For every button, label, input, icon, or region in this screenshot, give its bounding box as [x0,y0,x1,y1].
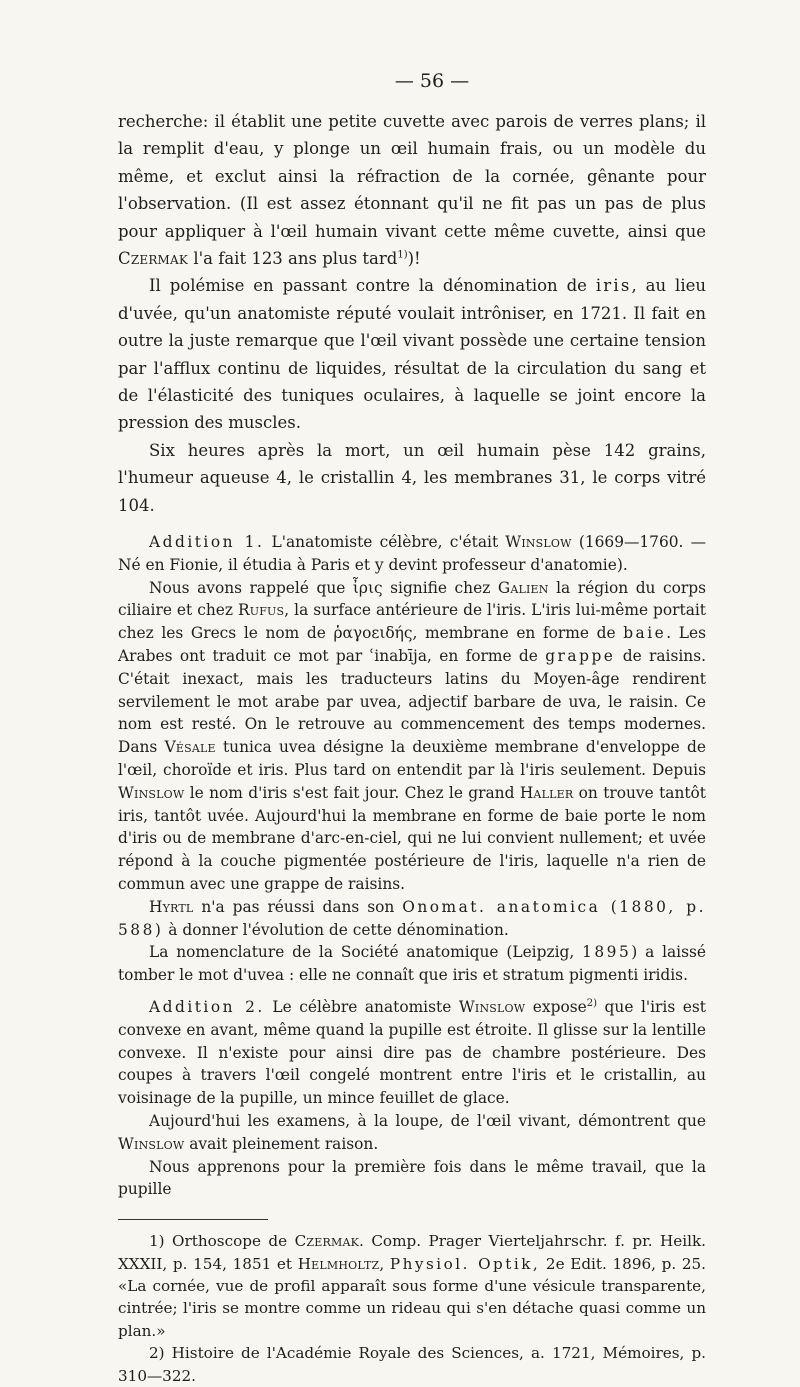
addition-2-heading-paragraph [118,996,706,1110]
page-number: — 56 — [394,70,470,92]
text-run: Le célèbre anatomiste [264,998,459,1017]
name-winslow: Winslow [118,1134,185,1153]
term-grappe: grappe [545,647,616,666]
addition-2-label: Addition 2. [149,998,265,1017]
text-run: , [379,1254,390,1273]
year-1895: 1895 [582,943,632,962]
text-run: avait pleinement raison. [184,1134,379,1153]
addition-1-nomenclature-paragraph [118,941,706,987]
addition-1-heading-paragraph [118,531,706,577]
text-run: la région du corps ciliaire et chez [118,578,706,620]
text-run: le nom d'iris s'est fait jour. Chez le grand [184,783,520,802]
text-run: que l'iris est convexe en avant, même quand la pupille est étroite. Il glisse sur la lentille convexe. Il n'existe pour ainsi dire pas de chambre postérieure. Des coupes à travers l'œil congelé montrent entre l'iris et le cristallin, au voisinage de la pupille, un mince feuillet de glace. [118,998,706,1108]
text-run: tunica uvea désigne la deuxième membrane d'enveloppe de l'œil, choroïde et iris. Plus tard on entendit par là l'iris seulement. Depuis [118,738,706,780]
name-winslow: Winslow [458,998,526,1017]
text-run: (1669—1760. — Né en Fionie, il étudia à Paris et y devint professeur d'anatomie). [118,533,706,574]
name-haller: Haller [519,783,574,802]
paragraph-iris [118,272,706,436]
name-czermak: Czermak [118,249,189,269]
addition-1-hyrtl-paragraph [118,896,706,942]
text-run: à donner l'évolution de cette dénomination. [163,920,509,939]
name-vesale: Vésale [164,738,216,757]
text-run: L'anatomiste célèbre, c'était [264,533,506,552]
name-galien: Galien [497,578,549,597]
main-text [118,108,706,519]
footnote-ref-1: 1) [397,249,408,261]
text-run: Nous avons rappelé que ἶρις signifie chez [149,578,498,597]
footnotes [118,1230,706,1387]
name-czermak: Czermak [294,1232,360,1251]
term-iris: iris [595,276,632,296]
text-run: expose [525,998,587,1017]
text-run: , la surface antérieure de l'iris. L'iris lui-même portait chez les Grecs le nom de ῥαγοειδής, membrane en forme de [118,601,706,643]
addition-2-today-paragraph [118,1110,706,1156]
name-winslow: Winslow [118,783,185,802]
name-winslow: Winslow [505,533,572,552]
name-hyrtl: Hyrtl [149,897,194,916]
citation-onomat: Onomat. anatomica (1880, p. 588) [118,897,706,939]
footnote-ref-2: 2) [586,997,597,1009]
text-run: , au lieu d'uvée, qu'un anatomiste réputé voulait intrôniser, en 1721. Il fait en outre la juste remarque que l'œil vivant possède une certaine tension par l'afflux continu de liquides, résultat de la circulation du sang et de l'élasticité des tuniques oculaires, à laquelle se joint encore la pression des muscles. [118,276,706,433]
paragraph-cuvette [118,108,706,272]
addition-1-label: Addition 1. [149,533,265,552]
term-baie: baie [623,624,667,643]
text-run: 2e Edit. 1896, p. 25. «La cornée, vue de profil apparaît sous forme d'une vésicule transparente, cintrée; l'iris se montre comme un rideau qui s'en détache quasi comme un plan.» [118,1254,706,1340]
text-run: ) a laissé tomber le mot d'uvea : elle ne connaît que iris et stratum pigmenti iridis. [118,943,706,985]
text-run: . Comp. Prager Vierteljahrschr. f. pr. Heilk. XXXII, p. 154, 1851 et [118,1232,706,1273]
footnote-2: 2) Histoire de l'Académie Royale des Sciences, a. 1721, Mémoires, p. 310—322. [118,1344,706,1385]
paragraph-weights: Six heures après la mort, un œil humain pèse 142 grains, l'humeur aqueuse 4, le cristallin 4, les membranes 31, le corps vitré 104. [118,440,706,515]
text-run: La nomenclature de la Société anatomique (Leipzig, [149,943,583,962]
addition-2-pupil-paragraph: Nous apprenons pour la première fois dans le même travail, que la pupille [118,1157,706,1199]
footnote-divider [118,1219,268,1220]
text-run: 1) Orthoscope de [149,1232,295,1251]
text-run: de raisins. C'était inexact, mais les traducteurs latins du Moyen-âge rendirent servilement le mot arabe par uvea, adjectif barbare de uva, le raisin. Ce nom est resté. On le retrouve au commencement des temps modernes. Dans [118,647,706,757]
addenda [118,531,706,1201]
text-run: )! [407,249,421,269]
text-run: recherche: il établit une petite cuvette avec parois de verres plans; il la remplit d'eau, y plonge un œil humain frais, ou un modèle du même, et exclut ainsi la réfraction de la cornée, gênante pour l'observation. (Il est assez étonnant qu'il ne fit pas un pas de plus pour appliquer à l'œil humain vivant cette même cuvette, ainsi que [118,112,706,241]
text-run: n'a pas réussi dans son [193,897,403,916]
text-run: on trouve tantôt iris, tantôt uvée. Aujourd'hui la membrane en forme de baie porte le nom d'iris ou de membrane d'arc-en-ciel, qui ne lui convient nullement; et uvée répond à la couche pigmentée postérieure de l'iris, laquelle n'a rien de commun avec une grappe de raisins. [118,783,706,894]
name-helmholtz: Helmholtz [297,1254,380,1273]
citation-physiol-optik: Physiol. Optik, [389,1254,541,1273]
text-run: l'a fait 123 ans plus tard [188,249,398,269]
text-run: . Les Arabes ont traduit ce mot par ʿinabīja, en forme de [118,624,706,666]
name-rufus: Rufus [237,601,285,620]
text-run: Aujourd'hui les examens, à la loupe, de l'œil vivant, démontrent que [149,1112,706,1131]
book-page [118,70,706,1387]
text-run: Il polémise en passant contre la dénomination de [149,276,596,296]
addition-1-etymology-paragraph [118,577,706,896]
footnote-1 [118,1230,706,1342]
